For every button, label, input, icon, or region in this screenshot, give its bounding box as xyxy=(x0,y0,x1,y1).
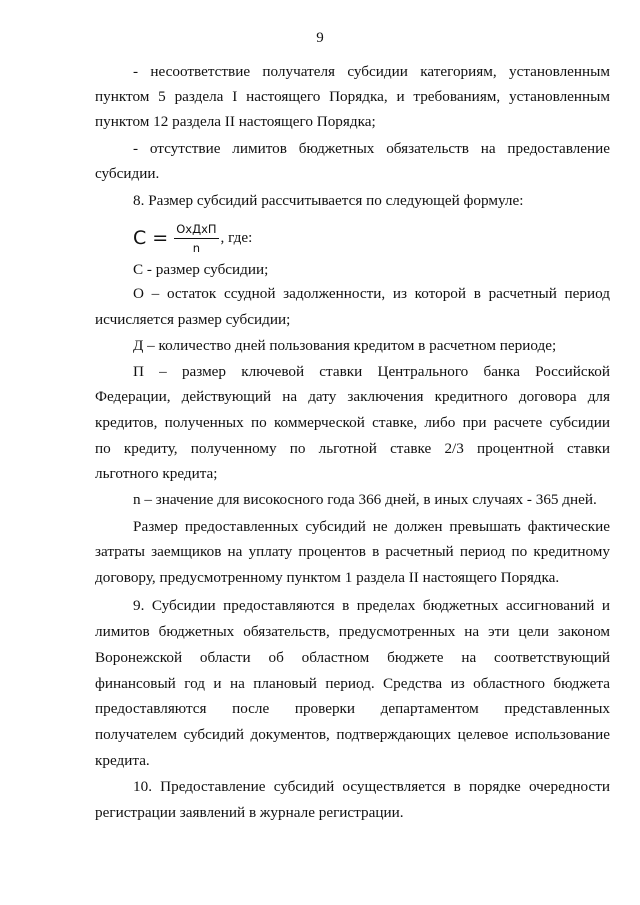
subsidy-formula xyxy=(133,218,252,258)
text-line: по кредиту, полученному по льготной ставке 2/3 процентной ставки xyxy=(95,440,610,457)
text-line: О – остаток ссудной задолженности, из которой в расчетный период xyxy=(133,285,610,302)
text-line: Размер предоставленных субсидий не должен превышать фактические xyxy=(133,518,610,535)
text-line: субсидии. xyxy=(95,165,160,182)
text-line: исчисляется размер субсидии; xyxy=(95,311,291,328)
text-line: Д – количество дней пользования кредитом в расчетном периоде; xyxy=(133,337,557,354)
formula-denominator: n xyxy=(192,240,201,255)
text-line: n – значение для високосного года 366 дней, в иных случаях - 365 дней. xyxy=(133,491,597,508)
text-line: финансовый год и на плановый период. Средства из областного бюджета xyxy=(95,675,610,692)
text-line: пунктом 5 раздела I настоящего Порядка, и требованиям, установленным xyxy=(95,88,610,105)
text-line: предоставляются после проверки департаментом представленных xyxy=(95,700,610,717)
text-line: - отсутствие лимитов бюджетных обязательств на предоставление xyxy=(133,140,610,157)
formula-tail: , где: xyxy=(220,229,253,246)
text-line: кредитов, полученных по коммерческой ставке, либо при расчете субсидии xyxy=(95,414,610,431)
text-line: договору, предусмотренному пунктом 1 раздела II настоящего Порядка. xyxy=(95,569,560,586)
formula-numerator: ОхДхП xyxy=(174,222,218,239)
text-line: лимитов бюджетных обязательств, предусмотренных на эти цели законом xyxy=(95,623,610,640)
text-line: 8. Размер субсидий рассчитывается по следующей формуле: xyxy=(133,192,524,209)
text-line: льготного кредита; xyxy=(95,465,218,482)
text-line: 10. Предоставление субсидий осуществляется в порядке очередности xyxy=(133,778,610,795)
text-line: пунктом 12 раздела II настоящего Порядка; xyxy=(95,113,376,130)
text-line: Федерации, действующий на дату заключения кредитного договора для xyxy=(95,388,610,405)
formula-lhs: С = xyxy=(133,227,169,249)
text-line: С - размер субсидии; xyxy=(133,261,269,278)
text-line: затраты заемщиков на уплату процентов в расчетный период по кредитному xyxy=(95,543,610,560)
text-line: кредита. xyxy=(95,752,150,769)
text-line: П – размер ключевой ставки Центрального банка Российской xyxy=(133,363,610,380)
text-line: 9. Субсидии предоставляются в пределах бюджетных ассигнований и xyxy=(133,597,610,614)
page-number: 9 xyxy=(316,30,324,46)
text-line: получателем субсидий документов, подтверждающих целевое использование xyxy=(95,726,610,743)
text-line: регистрации заявлений в журнале регистрации. xyxy=(95,804,404,821)
formula-fraction xyxy=(174,222,218,255)
text-line: - несоответствие получателя субсидии категориям, установленным xyxy=(133,63,610,80)
text-line: Воронежской области об областном бюджете на соответствующий xyxy=(95,649,610,666)
